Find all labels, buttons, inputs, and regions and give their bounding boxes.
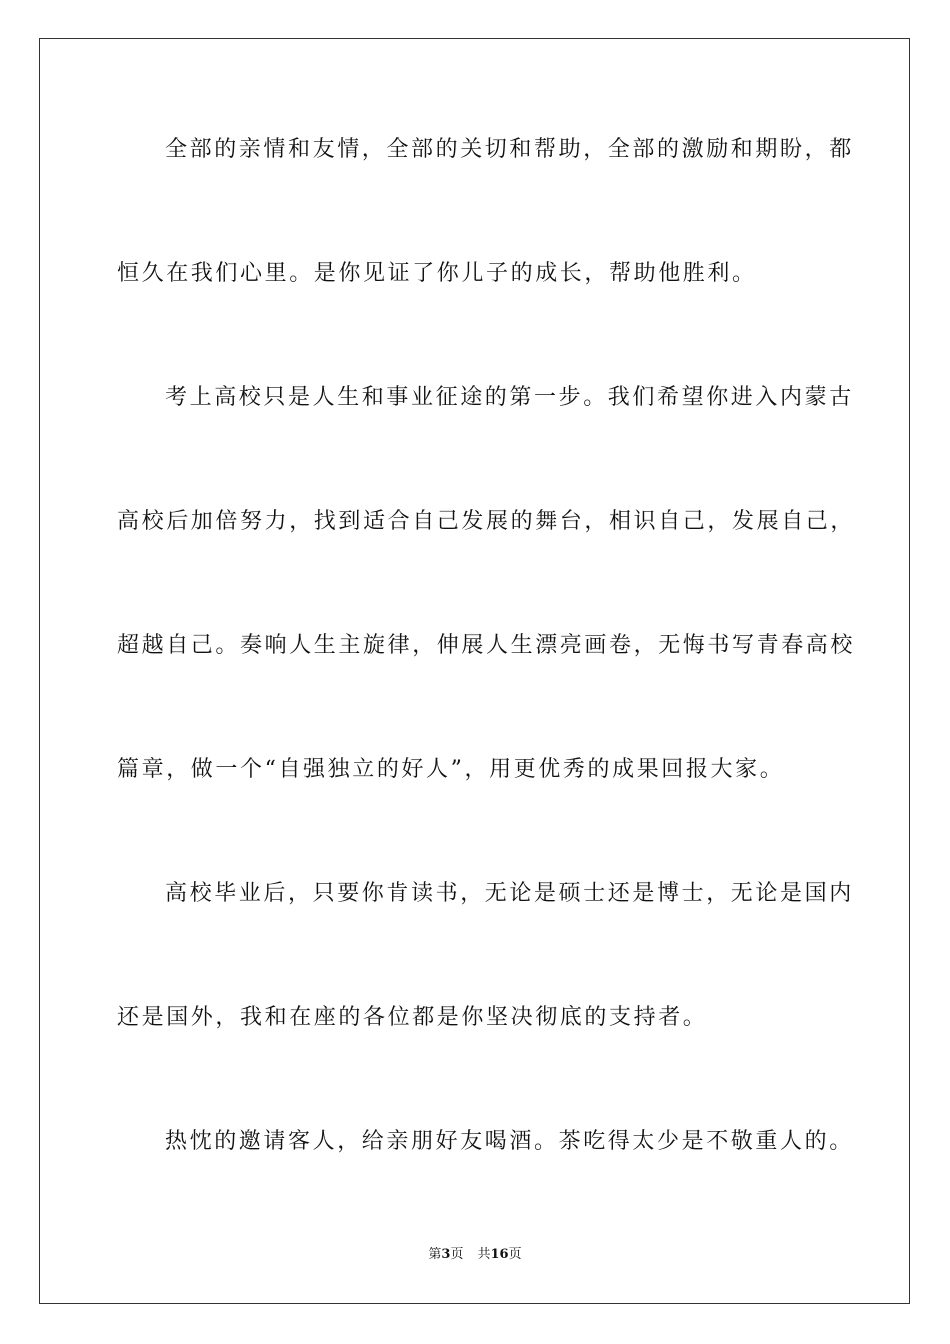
page-suffix: 页 xyxy=(450,1247,464,1262)
paragraph-3-line-1: 高校毕业后，只要你肯读书，无论是硕士还是博士，无论是国内 xyxy=(165,881,854,906)
paragraph-3-line-2: 还是国外，我和在座的各位都是你坚决彻底的支持者。 xyxy=(117,1005,708,1030)
paragraph-2-line-3: 超越自己。奏响人生主旋律，伸展人生漂亮画卷，无悔书写青春高校 xyxy=(117,633,856,658)
total-prefix: 共 xyxy=(477,1247,491,1262)
page-prefix: 第 xyxy=(428,1247,442,1262)
page-current: 3 xyxy=(441,1247,451,1262)
paragraph-1-line-1: 全部的亲情和友情，全部的关切和帮助，全部的激励和期盼，都 xyxy=(165,137,854,162)
paragraph-2-line-2: 高校后加倍努力，找到适合自己发展的舞台，相识自己，发展自己， xyxy=(117,509,856,534)
paragraph-4-line-1: 热忱的邀请客人，给亲朋好友喝酒。茶吃得太少是不敬重人的。 xyxy=(165,1129,854,1154)
paragraph-2-line-1: 考上高校只是人生和事业征途的第一步。我们希望你进入内蒙古 xyxy=(165,385,854,410)
page-border xyxy=(39,38,910,1304)
paragraph-2-line-4: 篇章，做一个“自强独立的好人”，用更优秀的成果回报大家。 xyxy=(117,757,785,782)
page-total: 16 xyxy=(490,1247,509,1262)
page-footer xyxy=(0,1246,950,1264)
paragraph-1-line-2: 恒久在我们心里。是你见证了你儿子的成长，帮助他胜利。 xyxy=(117,261,757,286)
total-suffix: 页 xyxy=(508,1247,522,1262)
